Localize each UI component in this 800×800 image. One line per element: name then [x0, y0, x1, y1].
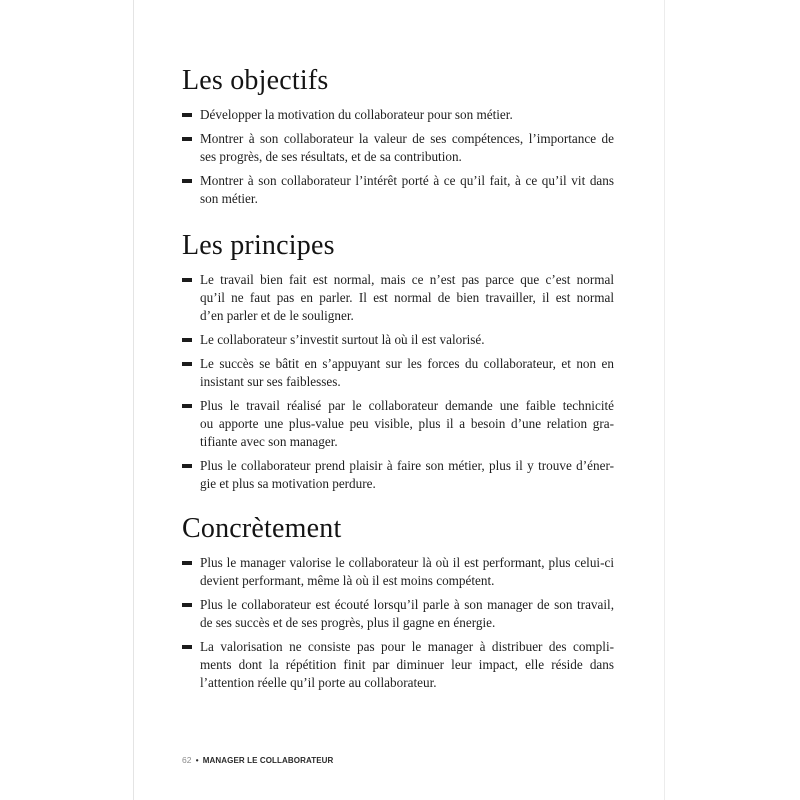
item-line: Montrer à son collaborateur la valeur de ses compétences, l’importance de [200, 131, 614, 146]
section-heading: Concrètement [182, 513, 342, 544]
item-line: Développer la motivation du collaborateur pour son métier. [200, 107, 513, 122]
list-item [182, 106, 614, 124]
list-item [182, 554, 614, 590]
item-line: l’attention réelle qu’il porte au collaborateur. [200, 675, 437, 690]
bullet-marker-icon [182, 362, 192, 366]
list-item [182, 638, 614, 692]
bullet-list [182, 271, 614, 493]
item-line: Plus le manager valorise le collaborateur là où il est performant, plus celui-ci [200, 555, 614, 570]
item-line: devient performant, même là où il est moins compétent. [200, 573, 495, 588]
item-line: Plus le collaborateur prend plaisir à faire son métier, plus il y trouve d’éner- [200, 458, 614, 473]
list-item [182, 397, 614, 451]
bullet-marker-icon [182, 404, 192, 408]
item-line: gie et plus sa motivation perdure. [200, 476, 376, 491]
item-line: ses progrès, de ses résultats, et de sa contribution. [200, 149, 462, 164]
list-item [182, 172, 614, 208]
page-footer [182, 754, 333, 766]
item-line: Le succès se bâtit en s’appuyant sur les forces du collaborateur, et non en [200, 356, 614, 371]
list-item [182, 355, 614, 391]
list-item [182, 457, 614, 493]
bullet-marker-icon [182, 338, 192, 342]
list-item [182, 271, 614, 325]
bullet-marker-icon [182, 278, 192, 282]
bullet-marker-icon [182, 137, 192, 141]
running-title: MANAGER LE COLLABORATEUR [202, 756, 334, 765]
bullet-list [182, 106, 614, 208]
section-heading: Les principes [182, 230, 335, 261]
bullet-marker-icon [182, 464, 192, 468]
section-objectifs [182, 66, 614, 208]
item-line: insistant sur ses faiblesses. [200, 374, 341, 389]
bullet-list [182, 554, 614, 692]
bullet-marker-icon [182, 113, 192, 117]
bullet-marker-icon [182, 603, 192, 607]
list-item [182, 331, 614, 349]
list-item [182, 130, 614, 166]
item-line: tifiante avec son manager. [200, 434, 338, 449]
item-line: Plus le collaborateur est écouté lorsqu’il parle à son manager de son travail, [200, 597, 614, 612]
section-heading: Les objectifs [182, 65, 329, 96]
item-line: qu’il ne faut pas en parler. Il est normal de bien travailler, il est normal [200, 290, 614, 305]
item-line: La valorisation ne consiste pas pour le manager à distribuer des compli- [200, 639, 614, 654]
item-line: Plus le travail réalisé par le collaborateur demande une faible technicité [200, 398, 614, 413]
page-number: 62 [182, 755, 192, 765]
item-line: Le travail bien fait est normal, mais ce n’est pas parce que c’est normal [200, 272, 614, 287]
list-item [182, 596, 614, 632]
item-line: de ses succès et de ses progrès, plus il gagne en énergie. [200, 615, 496, 630]
item-line: Le collaborateur s’investit surtout là où il est valorisé. [200, 332, 485, 347]
footer-separator: • [195, 756, 199, 765]
section-concretement [182, 514, 614, 692]
item-line: Montrer à son collaborateur l’intérêt porté à ce qu’il fait, à ce qu’il vit dans [200, 173, 614, 188]
item-line: d’en parler et de le souligner. [200, 308, 354, 323]
section-principes [182, 231, 614, 493]
item-line: ou apporte une plus-value peu visible, plus il a besoin d’une relation gra- [200, 416, 614, 431]
item-line: ments dont la répétition finit par diminuer leur impact, elle réside dans [200, 657, 614, 672]
bullet-marker-icon [182, 561, 192, 565]
bullet-marker-icon [182, 645, 192, 649]
item-line: son métier. [200, 191, 258, 206]
bullet-marker-icon [182, 179, 192, 183]
